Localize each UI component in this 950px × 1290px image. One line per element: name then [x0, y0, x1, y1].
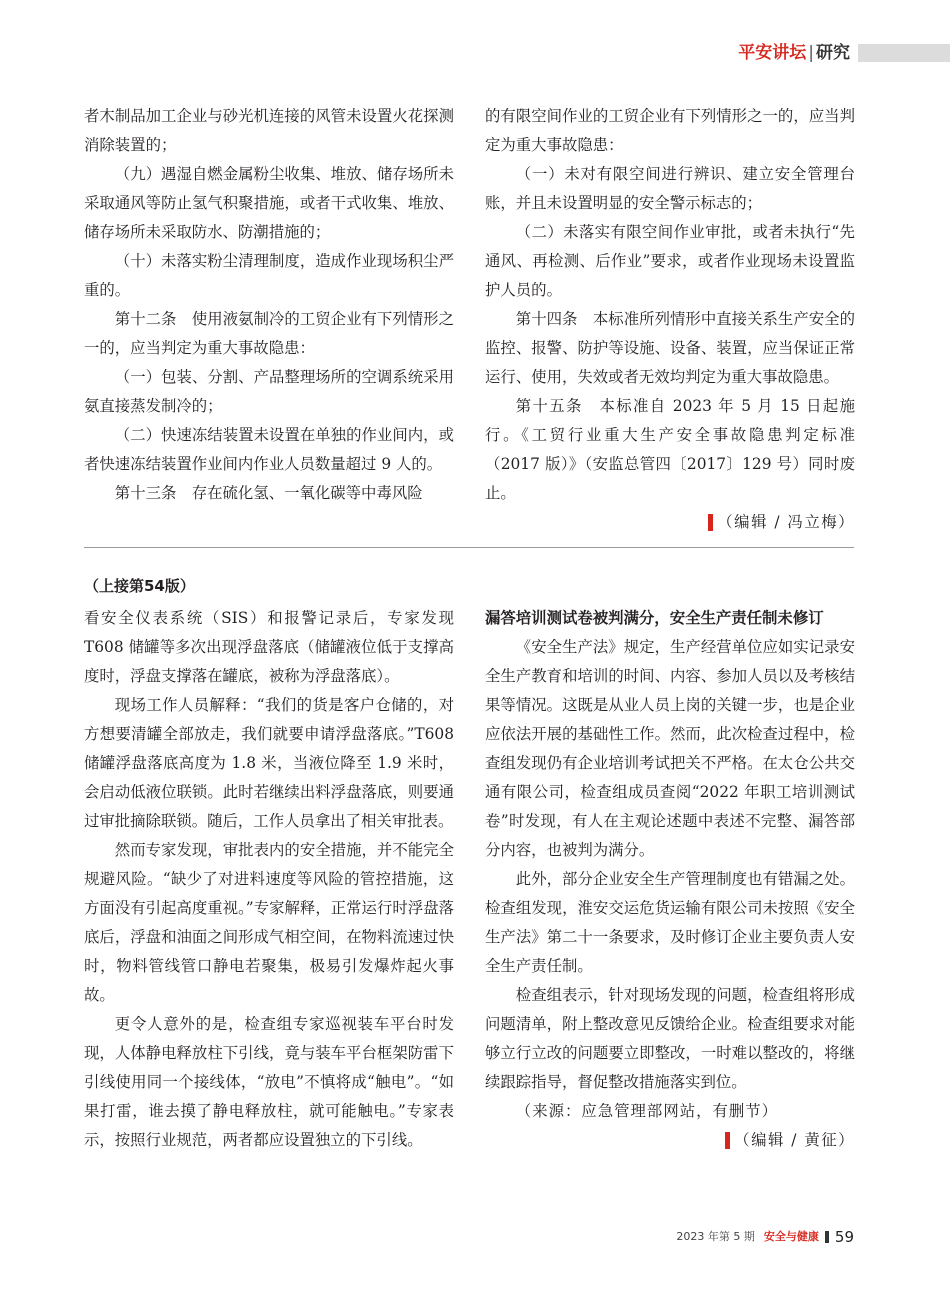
editor-marker [708, 514, 713, 531]
editor-text: （编辑 / 冯立梅） [717, 513, 855, 531]
paragraph: 的有限空间作业的工贸企业有下列情形之一的，应当判定为重大事故隐患： [485, 107, 855, 154]
paragraph: 看安全仪表系统（SIS）和报警记录后，专家发现 T608 储罐等多次出现浮盘落底（储罐液位低于支撑高度时，浮盘支撑落在罐底，被称为浮盘落底）。 [84, 609, 454, 685]
paragraph: （二）快速冻结装置未设置在单独的作业间内，或者快速冻结装置作业间内作业人员数量超过 9 人的。 [84, 426, 454, 473]
paragraph: （一）未对有限空间进行辨识、建立安全管理台账，并且未设置明显的安全警示标志的； [485, 165, 855, 212]
paragraph: （一）包装、分割、产品整理场所的空调系统采用氨直接蒸发制冷的； [84, 368, 454, 415]
editor-credit [485, 508, 855, 541]
paragraph: 第十五条 本标准自 2023 年 5 月 15 日起施行。《工贸行业重大生产安全事故隐患判定标准（2017 版）》（安监总管四〔2017〕129 号）同时废止。 [485, 397, 855, 502]
article-subheading: 漏答培训测试卷被判满分，安全生产责任制未修订 [485, 609, 824, 627]
continued-from-label: （上接第54版） [84, 577, 195, 595]
paragraph: 然而专家发现，审批表内的安全措施，并不能完全规避风险。“缺少了对进料速度等风险的管控措施，这方面没有引起高度重视。”专家解释，正常运行时浮盘落底后，浮盘和油面之间形成气相空间，在物料流速过快时，物料管线管口静电若聚集，极易引发爆炸起火事故。 [84, 841, 454, 1004]
page-number: 59 [834, 1228, 854, 1246]
section-name-primary: 平安讲坛 [738, 43, 807, 63]
paragraph: 第十四条 本标准所列情形中直接关系生产安全的监控、报警、防护等设施、设备、装置，应当保证正常运行、使用，失效或者无效均判定为重大事故隐患。 [485, 310, 855, 386]
page-footer [676, 1226, 854, 1248]
magazine-name: 安全与健康 [763, 1230, 819, 1243]
footer-marker [825, 1231, 829, 1243]
section-tag [738, 40, 850, 66]
paragraph: 此外，部分企业安全生产管理制度也有错漏之处。检查组发现，淮安交运危货运输有限公司未按照《安全生产法》第二十一条要求，及时修订企业主要负责人安全生产责任制。 [485, 870, 855, 975]
editor-text: （编辑 / 黄征） [734, 1131, 855, 1149]
column-top-right [485, 102, 855, 541]
paragraph: 者木制品加工企业与砂光机连接的风管未设置火花探测消除装置的； [84, 107, 454, 154]
paragraph: （九）遇湿自燃金属粉尘收集、堆放、储存场所未采取通风等防止氢气积聚措施，或者干式收集、堆放、储存场所未采取防水、防潮措施的； [84, 165, 454, 241]
section-name-secondary: 研究 [816, 43, 850, 63]
paragraph: 《安全生产法》规定，生产经营单位应如实记录安全生产教育和培训的时间、内容、参加人员以及考核结果等情况。这既是从业人员上岗的关键一步，也是企业应依法开展的基础性工作。然而，此次检查过程中，检查组发现仍有企业培训考试把关不严格。在太仓公共交通有限公司，检查组成员查阅“2022 年职工培训测试卷”时发现，有人在主观论述题中表述不完整、漏答部分内容，也被判为满分。 [485, 638, 855, 859]
header-decoration-bar [858, 44, 950, 62]
paragraph: 现场工作人员解释：“我们的货是客户仓储的，对方想要清罐全部放走，我们就要申请浮盘落底。”T608 储罐浮盘落底高度为 1.8 米，当液位降至 1.9 米时，会启动低液位联锁。此时若继续出料浮盘落底，则要通过审批摘除联锁。随后，工作人员拿出了相关审批表。 [84, 696, 454, 830]
paragraph: （十）未落实粉尘清理制度，造成作业现场积尘严重的。 [84, 252, 454, 299]
issue-label: 2023 年第 5 期 [676, 1230, 755, 1243]
paragraph: 第十二条 使用液氨制冷的工贸企业有下列情形之一的，应当判定为重大事故隐患： [84, 310, 454, 357]
editor-credit [485, 1126, 855, 1159]
page-header [0, 40, 950, 66]
section-divider [84, 547, 854, 548]
source-note: （来源：应急管理部网站，有删节） [515, 1102, 779, 1120]
paragraph: 第十三条 存在硫化氢、一氧化碳等中毒风险 [114, 484, 423, 502]
paragraph: （二）未落实有限空间作业审批，或者未执行“先通风、再检测、后作业”要求，或者作业现场未设置监护人员的。 [485, 223, 855, 299]
paragraph: 更令人意外的是，检查组专家巡视装车平台时发现，人体静电释放柱下引线，竟与装车平台框架防雷下引线使用同一个接线体，“放电”不慎将成“触电”。“如果打雷，谁去摸了静电释放柱，就可能触电。”专家表示，按照行业规范，两者都应设置独立的下引线。 [84, 1015, 454, 1149]
column-bottom-right [485, 604, 855, 1159]
column-bottom-left [84, 604, 454, 1155]
column-top-left [84, 102, 454, 508]
paragraph: 检查组表示，针对现场发现的问题，检查组将形成问题清单，附上整改意见反馈给企业。检查组要求对能够立行立改的问题要立即整改，一时难以整改的，将继续跟踪指导，督促整改措施落实到位。 [485, 986, 855, 1091]
section-separator: | [808, 43, 814, 63]
editor-marker [725, 1132, 730, 1149]
